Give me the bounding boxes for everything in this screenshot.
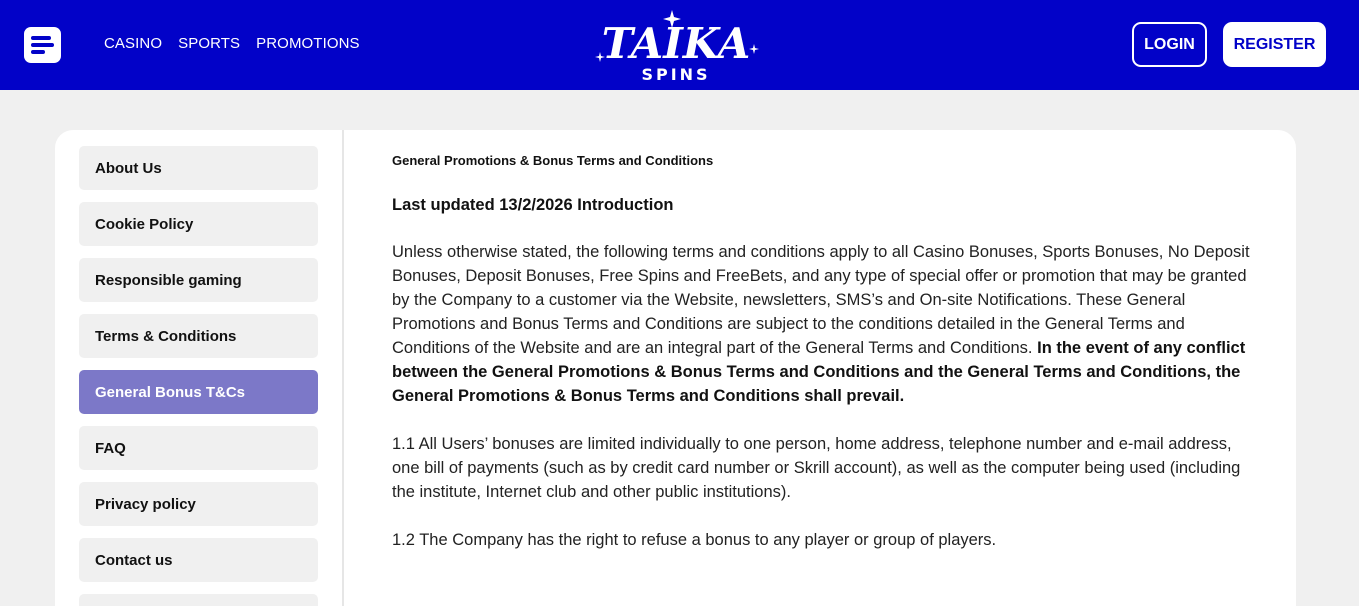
nav-promotions[interactable]: PROMOTIONS — [256, 35, 360, 52]
sidebar-item-terms[interactable]: Terms & Conditions — [79, 314, 318, 358]
menu-icon[interactable] — [24, 27, 61, 63]
clause-1-1: 1.1 All Users’ bonuses are limited individually to one person, home address, telephone number and e-mail address, one bill of payments (such as by credit card number or Skrill account), as well as the computer being used (including the institute, Internet club and other public institutions). — [392, 435, 1241, 501]
sidebar-item-about-us[interactable]: About Us — [79, 146, 318, 190]
logo-subtext: SPINS — [641, 65, 711, 84]
intro-bold-text: In the event of any conflict between the General Promotions & Bonus Terms and Conditions and the General Terms and Conditions, the General Promotions & Bonus Terms and Conditions shall prevail. — [392, 339, 1246, 405]
sidebar-item-cookie-policy[interactable]: Cookie Policy — [79, 202, 318, 246]
sidebar-item-responsible-gaming[interactable]: Responsible gaming — [79, 258, 318, 302]
sidebar-item-faq[interactable]: FAQ — [79, 426, 318, 470]
clause-1-2: 1.2 The Company has the right to refuse a bonus to any player or group of players. — [392, 531, 997, 549]
main-nav — [104, 35, 360, 52]
site-logo[interactable] — [588, 8, 763, 84]
nav-casino[interactable]: CASINO — [104, 35, 163, 52]
sidebar-item-more[interactable] — [79, 594, 318, 606]
logo-text: TAIKA — [601, 19, 751, 68]
sidebar-item-privacy-policy[interactable]: Privacy policy — [79, 482, 318, 526]
sidebar — [79, 146, 318, 606]
panel-divider — [342, 130, 344, 606]
register-button[interactable]: REGISTER — [1223, 22, 1326, 67]
intro-text: Unless otherwise stated, the following terms and conditions apply to all Casino Bonuses, Sports Bonuses, No Deposit Bonuses, Deposit Bonuses, Free Spins and FreeBets, and any type of special offer or promotion that may be granted by the Company to a customer via the Website, newsletters, SMS’s and On-site Notifications. These General Promotions and Bonus Terms and Conditions are subject to the conditions detailed in the General Terms and Conditions of the Website and are an integral part of the General Terms and Conditions. — [392, 243, 1250, 357]
last-updated-heading: Last updated 13/2/2026 Introduction — [392, 196, 674, 214]
terms-content — [392, 150, 1252, 552]
sidebar-item-general-bonus-tcs[interactable]: General Bonus T&Cs — [79, 370, 318, 414]
nav-sports[interactable]: SPORTS — [178, 35, 241, 52]
login-button[interactable]: LOGIN — [1132, 22, 1207, 67]
intro-paragraph — [392, 240, 1252, 408]
site-header — [0, 0, 1359, 90]
page-title: General Promotions & Bonus Terms and Conditions — [392, 153, 714, 168]
sidebar-item-contact-us[interactable]: Contact us — [79, 538, 318, 582]
